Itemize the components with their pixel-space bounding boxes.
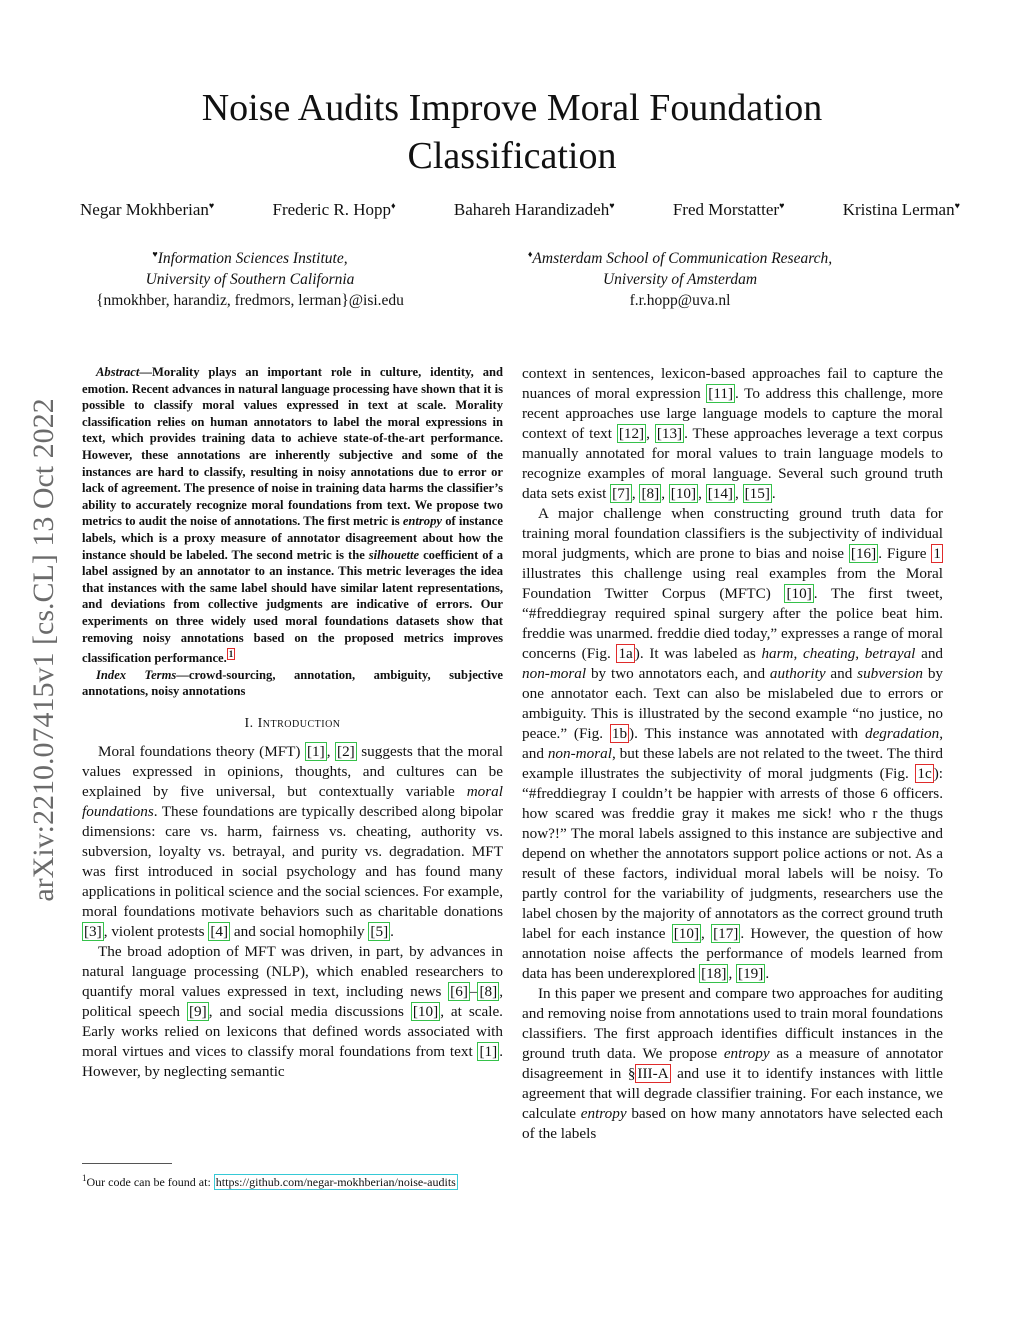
citation-link[interactable]: [6]	[450, 983, 468, 1001]
figure-link[interactable]: 1b	[611, 725, 628, 742]
citation-link[interactable]: [18]	[701, 965, 727, 982]
email: {nmokhber, harandiz, fredmors, lerman}@isi.edu	[96, 292, 404, 310]
intro-paragraph-3: context in sentences, lexicon-based approaches fail to capture the nuances of moral expression [11] . To address this challenge, more recent approaches use large language models to capture the moral context of text [12] , [13] . These approaches leverage a text corpus manually annotated for moral values to train language models to recognize examples of moral language. Several such ground truth data sets exist [7] , [8] , [10] , [14] , [15] .	[522, 365, 943, 502]
title-line-1: Noise Audits Improve Moral Foundation	[201, 87, 823, 129]
citation-link[interactable]: [2]	[337, 743, 355, 761]
footnote-link[interactable]: 1	[228, 649, 234, 660]
intro-paragraph-4: A major challenge when constructing ground truth data for training moral foundation classifiers is the subjectivity of individual moral judgments, which are prone to bias and noise [16] . Figure 1 illustrates this challenge using real examples from the Moral Foundation Twitter Corpus (MFTC) [10] . The first tweet, “#freddiegray required spinal surgery after the police beat him. freddie was unarmed. freddie died today,” expresses a range of moral concerns (Fig. 1a ). It was labeled as harm, cheating, betrayal and non-moral by two annotators each, and authority and subversion by one annotator each. Text can also be mislabeled due to errors or ambiguity. This is illustrated by the second example “no justice, no peace.” (Fig. 1b ). This instance was annotated with degradation, and non-moral, but these labels are not related to the tweet. The third example illustrates the subjectivity of moral judgments (Fig. 1c ): “#freddiegray I couldn’t be happier with arrests of those 6 officers. how scared was freddie gray it makes me sick! who r the thugs now?!” The moral labels assigned to this instance are subjective and depend on whether the annotators support police actions or not. As a result of these factors, individual moral labels will be noisy. To partly control for the variability of judgments, researchers use the label chosen by the majority of annotators as the correct ground truth label for each instance [10] , [17] . However, the question of how annotation noise affects the performance of models learned from data has been underexplored [18] , [19] .	[522, 505, 944, 982]
citation-link[interactable]: [8]	[479, 983, 498, 1001]
intro-paragraph-1: Moral foundations theory (MFT) [1] , [2] suggests that the moral values expressed in opinions, thoughts, and cultures can be explained by five universal, but contextually variable moral foundations. These foundations are typically described along bipolar dimensions: care vs. harm, fairness vs. cheating, authority vs. subversion, loyalty vs. betrayal, and purity vs. degradation. MFT was first introduced in social psychology and has found many applications in political science and the social sciences. For example, moral foundations motivate behaviors such as charitable donations [3] , violent protests [4] and social homophily [5] .	[82, 743, 504, 941]
figure-link[interactable]: 1a	[618, 645, 633, 662]
author: Bahareh Harandizadeh♥	[453, 200, 615, 219]
citation-link[interactable]: [4]	[210, 923, 229, 941]
author: Kristina Lerman♥	[842, 200, 960, 219]
citation-link[interactable]: [15]	[744, 485, 770, 502]
citation-link[interactable]: [10]	[786, 585, 812, 602]
abstract: Abstract—Morality plays an important role in culture, identity, and emotion. Recent advances in natural language processing have shown that it is possible to classify moral values expressed in text at scale. Morality classification relies on human annotators to label the moral expressions in text, which provides training data to achieve state-of-the-art performance. However, these annotations are inherently subjective and some of the instances are hard to classify, resulting in noisy annotations due to error or lack of agreement. The presence of noise in training data harms the classifier’s ability to accurately recognize moral foundations from text. We propose two metrics to audit the noise of annotations. The first metric is entropy of instance labels, which is a proxy measure of annotator disagreement about how the instance should be labeled. The second metric is the silhouette coefficient of a label assigned by an annotator to an instance. This metric leverages the idea that instances with the same label should have similar latent representations, and deviations from collective judgments are indicative of errors. Our experiments on three widely used moral foundations datasets show that removing noisy annotations based on the proposed metrics improves classification performance. $^1$ Index Terms—crowd-sourcing, annotation, ambiguity, subjective annotations, noisy annotations	[82, 365, 503, 699]
affiliation-left: ♥Information Sciences Institute, University of Southern California {nmokhber, harandiz, fredmors, lerman}@isi.edu	[40, 244, 460, 311]
citation-link[interactable]: [1]	[479, 1043, 498, 1061]
paper-title	[0, 84, 1024, 180]
footnote-divider	[82, 1163, 172, 1164]
index-terms: Index Terms—crowd-sourcing, annotation, ambiguity, subjective annotations, noisy annotations	[82, 667, 503, 699]
author: Negar Mokhberian♥	[80, 200, 215, 219]
footnote: $^1$Our code can be found at: https://github.com/negar-mokhberian/noise-audits	[82, 1173, 456, 1189]
citation-link[interactable]: [1]	[307, 743, 325, 761]
intro-paragraph-5: In this paper we present and compare two approaches for auditing and removing noise from annotations used to train moral foundations classifiers. The first approach identifies difficult instances in the ground truth data. We propose entropy as a measure of annotator disagreement in § III-A and use it to identify instances with little agreement that will degrade classifier training. For each instance, we calculate entropy based on how many annotators have selected each of the labels	[522, 985, 943, 1142]
citation-link[interactable]: [19]	[738, 965, 764, 982]
section-heading-introduction: I. Introduction	[244, 716, 341, 732]
citation-link[interactable]: [13]	[656, 425, 683, 442]
citation-link[interactable]: [17]	[713, 925, 739, 942]
code-url-link[interactable]: https://github.com/negar-mokhberian/noise-audits	[215, 1175, 456, 1189]
right-column	[522, 364, 943, 1144]
citation-link[interactable]: [10]	[673, 925, 700, 942]
citation-link[interactable]: [8]	[641, 485, 660, 502]
citation-link[interactable]: [16]	[850, 545, 877, 562]
author: Frederic R. Hopp♦	[272, 200, 396, 219]
citation-link[interactable]: [3]	[84, 923, 102, 941]
author-list	[80, 200, 960, 220]
citation-link[interactable]: [9]	[188, 1003, 207, 1021]
title-line-2: Classification	[407, 135, 617, 177]
citation-link[interactable]: [10]	[670, 485, 697, 502]
citation-link[interactable]: [14]	[707, 485, 733, 502]
figure-link[interactable]: 1	[933, 545, 941, 562]
figure-link[interactable]: 1c	[917, 765, 932, 782]
citation-link[interactable]: [10]	[412, 1003, 439, 1021]
citation-link[interactable]: [12]	[618, 425, 645, 442]
intro-paragraph-2: The broad adoption of MFT was driven, in part, by advances in natural language processing (NLP), which enabled researchers to quantify moral values expressed in text, including news [6] – [8] , political speech [9] , and social media discussions [10] , at scale. Early works relied on lexicons that defined words associated with moral virtues and vices to classify moral foundations from text [1] . However, by neglecting semantic	[82, 943, 503, 1081]
section-link[interactable]: III-A	[637, 1065, 669, 1082]
affiliation-right: ♦Amsterdam School of Communication Research, University of Amsterdam f.r.hopp@uva.nl	[470, 244, 890, 311]
author: Fred Morstatter♥	[672, 200, 785, 219]
left-column	[82, 364, 503, 1082]
citation-link[interactable]: [11]	[708, 385, 734, 402]
email: f.r.hopp@uva.nl	[629, 292, 731, 310]
citation-link[interactable]: [7]	[612, 485, 630, 502]
citation-link[interactable]: [5]	[370, 923, 389, 941]
arxiv-identifier: arXiv:2210.07415v1 [cs.CL] 13 Oct 2022	[27, 398, 60, 902]
